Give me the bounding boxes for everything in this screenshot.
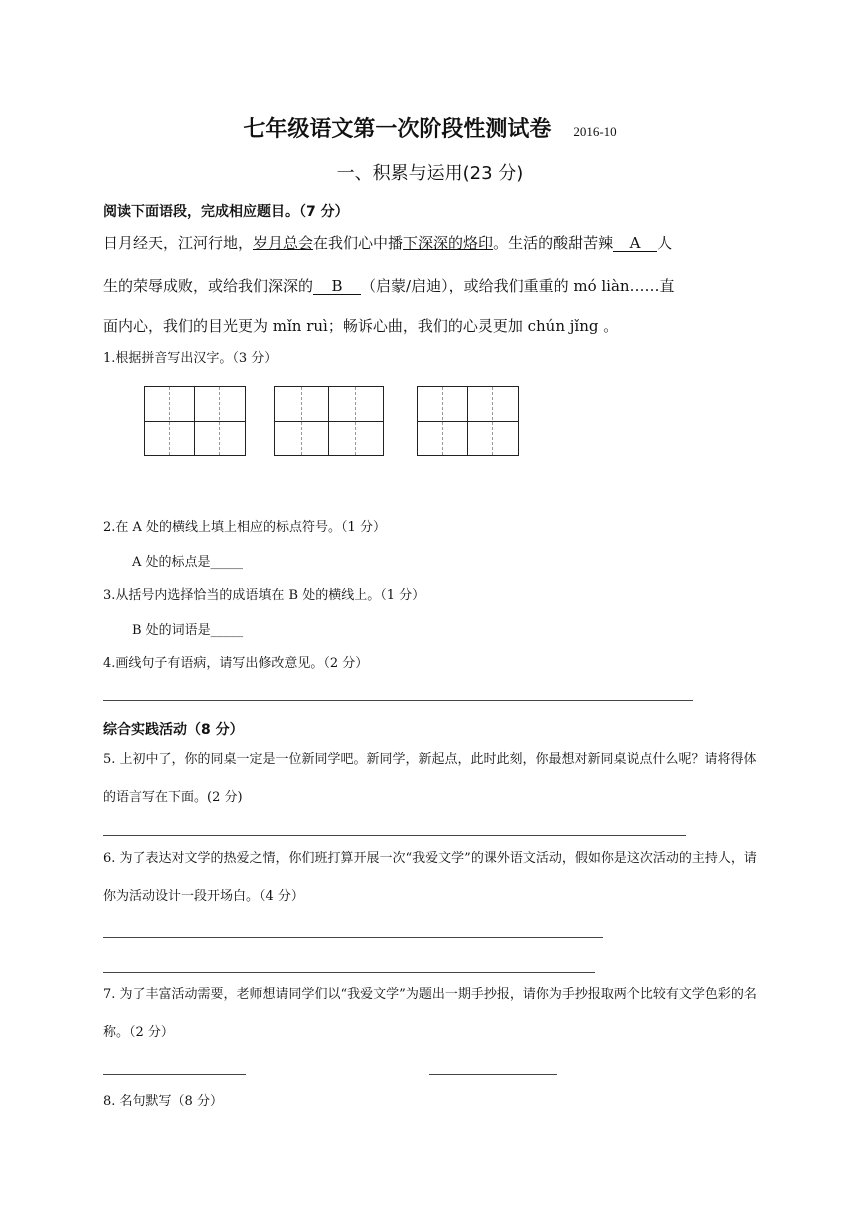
question-4: 4.画线句子有语病，请写出修改意见。（2 分） [103, 656, 369, 671]
underlined-phrase-2: 下深深的烙印 [403, 234, 494, 252]
answer-3[interactable]: B 处的词语是_____ [132, 623, 244, 638]
passage-text: 日月经天，江河行地， [103, 234, 254, 252]
blank-b[interactable]: B [313, 278, 361, 295]
passage-line-3: 面内心，我们的目光更为 mǐn ruì；畅诉心曲，我们的心灵更加 chún jǐng 。 [103, 317, 619, 335]
section-title: 一、积累与运用(23 分) [336, 163, 524, 184]
question-7: 7. 为了丰富活动需要，老师想请同学们以“我爱文学”为题出一期手抄报，请你为手抄报取两个比较有文学色彩的名称。（2 分） [103, 987, 757, 1040]
passage-line-2 [103, 275, 763, 296]
passage-line-1 [103, 232, 763, 253]
passage-text: 生的荣辱成败，或给我们深深的 [103, 277, 314, 295]
blank-a[interactable]: A [613, 235, 657, 252]
answer-line-7b[interactable] [429, 1074, 557, 1075]
question-3: 3.从括号内选择恰当的成语填在 B 处的横线上。（1 分） [103, 588, 426, 603]
reading-heading: 阅读下面语段，完成相应题目。（7 分） [103, 204, 349, 220]
answer-line-7a[interactable] [103, 1074, 246, 1075]
passage-text: 人 [657, 234, 673, 252]
answer-line-4[interactable] [103, 700, 693, 701]
underlined-phrase-1: 岁月总会 [253, 234, 314, 252]
question-2: 2.在 A 处的横线上填上相应的标点符号。（1 分） [103, 520, 386, 535]
answer-2[interactable]: A 处的标点是_____ [132, 555, 244, 570]
exam-date: 2016-10 [573, 124, 617, 139]
writing-grid-3[interactable] [417, 386, 519, 456]
practice-heading: 综合实践活动（8 分） [103, 722, 244, 738]
answer-line-6a[interactable] [103, 937, 603, 938]
passage-text: 在我们心中播 [313, 234, 404, 252]
question-6: 6. 为了表达对文学的热爱之情，你们班打算开展一次“我爱文学”的课外语文活动，假如你是这次活动的主持人，请你为活动设计一段开场白。（4 分） [103, 851, 757, 904]
answer-line-6b[interactable] [103, 972, 595, 973]
question-1: 1.根据拼音写出汉字。（3 分） [103, 351, 278, 366]
writing-grid-2[interactable] [274, 386, 384, 456]
exam-title: 七年级语文第一次阶段性测试卷 [243, 117, 552, 142]
passage-text: 。生活的酸甜苦辣 [493, 234, 614, 252]
passage-text: （启蒙/启迪），或给我们重重的 mó liàn……直 [361, 277, 675, 295]
question-5: 5. 上初中了，你的同桌一定是一位新同学吧。新同学，新起点，此时此刻，你最想对新同桌说点什么呢？请将得体的语言写在下面。(2 分) [103, 752, 757, 805]
page-title [0, 112, 860, 143]
question-8: 8. 名句默写（8 分） [103, 1094, 223, 1109]
answer-line-5[interactable] [103, 835, 686, 836]
writing-grid-1[interactable] [144, 386, 246, 456]
